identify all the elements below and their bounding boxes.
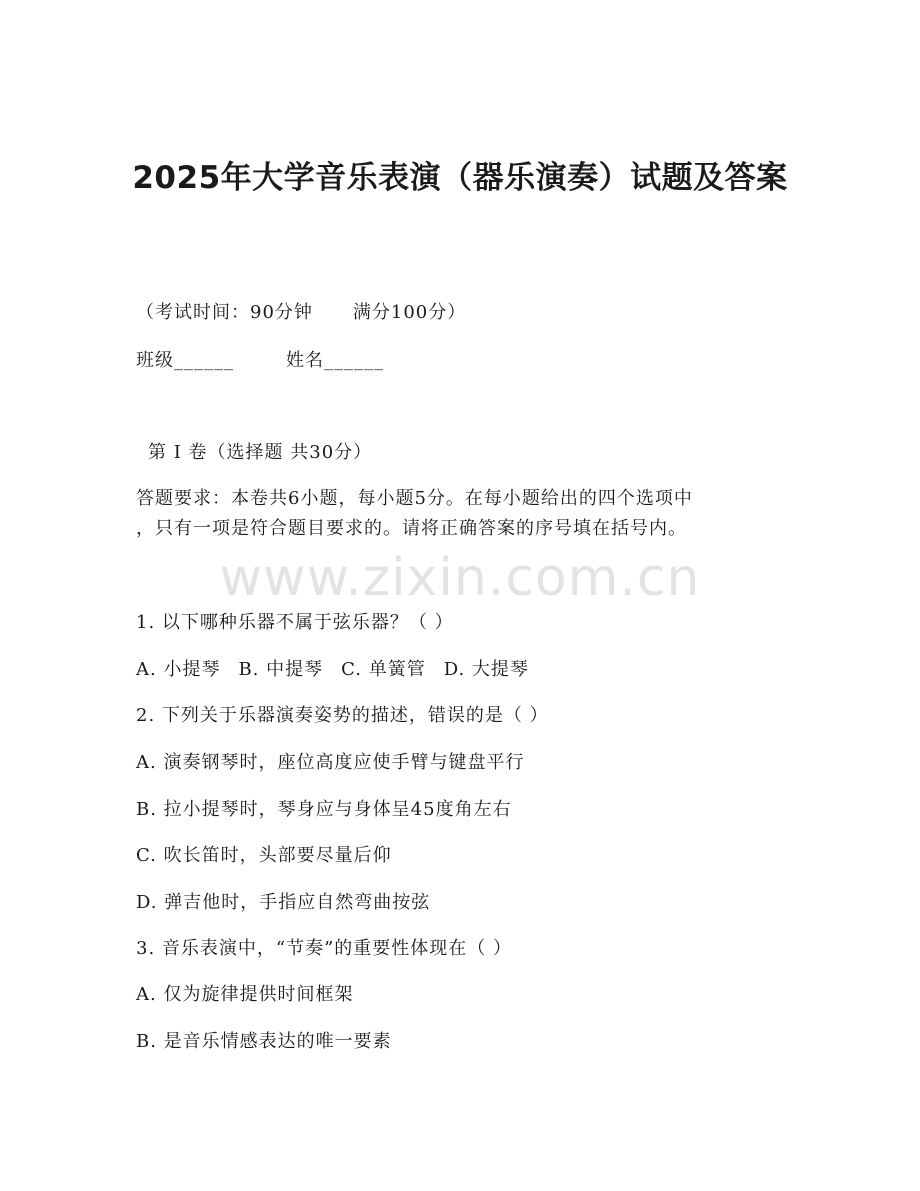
option-d: D. 大提琴: [443, 659, 529, 680]
instructions-line-2: ，只有一项是符合题目要求的。请将正确答案的序号填在括号内。: [136, 518, 687, 539]
question-2-option-b: B. 拉小提琴时，琴身应与身体呈45度角左右: [136, 799, 512, 820]
student-info: [136, 348, 384, 374]
name-field: 姓名______: [286, 350, 384, 371]
option-b: B. 中提琴: [238, 659, 324, 680]
watermark: www.zixin.com.cn: [219, 548, 701, 608]
option-c: C. 单簧管: [341, 659, 426, 680]
question-2-stem: 2. 下列关于乐器演奏姿势的描述，错误的是（ ）: [136, 705, 549, 726]
exam-time: （考试时间：90分钟: [136, 302, 313, 323]
section-heading: 第 I 卷（选择题 共30分）: [148, 442, 373, 463]
question-2-option-c: C. 吹长笛时，头部要尽量后仰: [136, 845, 392, 866]
question-1-stem: 1. 以下哪种乐器不属于弦乐器？（ ）: [136, 612, 454, 633]
option-a: A. 小提琴: [136, 659, 221, 680]
question-3-option-a: A. 仅为旋律提供时间框架: [136, 984, 354, 1005]
question-2-option-a: A. 演奏钢琴时，座位高度应使手臂与键盘平行: [136, 752, 525, 773]
full-score: 满分100分）: [352, 302, 467, 323]
question-3-stem: 3. 音乐表演中，“节奏”的重要性体现在（ ）: [136, 938, 513, 959]
instructions-line-1: 答题要求：本卷共6小题，每小题5分。在每小题给出的四个选项中: [136, 488, 693, 509]
question-2-option-d: D. 弹吉他时，手指应自然弯曲按弦: [136, 892, 431, 913]
question-3-option-b: B. 是音乐情感表达的唯一要素: [136, 1031, 392, 1052]
class-field: 班级______: [136, 350, 234, 371]
exam-info: [136, 300, 466, 326]
question-1-options: [136, 657, 547, 683]
document-title: 2025年大学音乐表演（器乐演奏）试题及答案: [132, 160, 788, 196]
